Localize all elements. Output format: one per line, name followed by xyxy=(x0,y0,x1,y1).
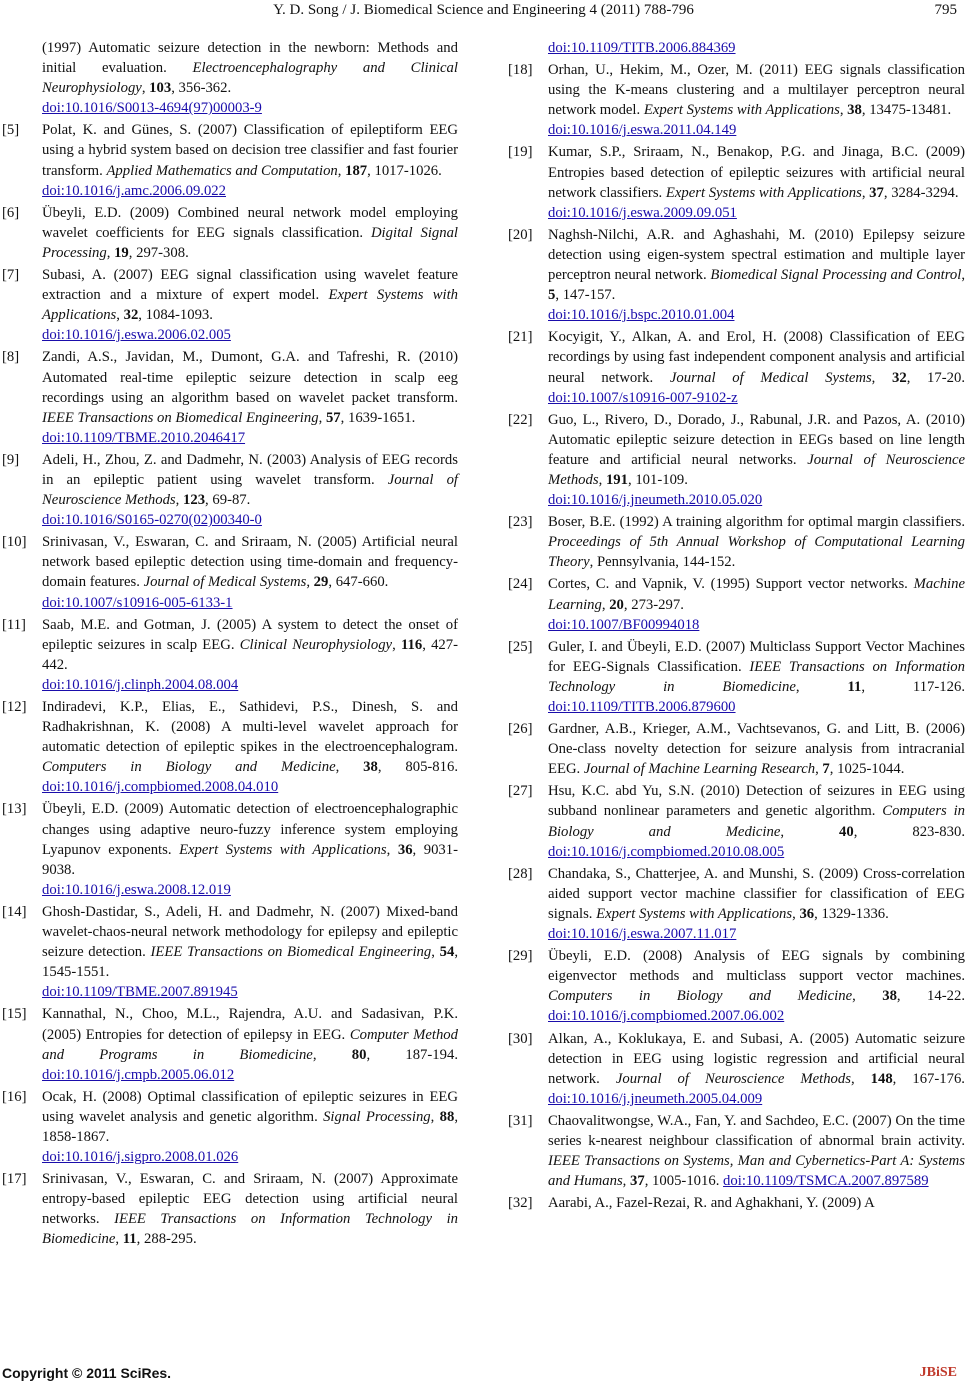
journal-name: IEEE Transactions on Systems, Man and Cybernetics-Part A: Systems and Humans xyxy=(548,1153,965,1190)
doi-link[interactable]: doi:10.1016/j.clinph.2004.08.004 xyxy=(42,676,239,693)
page-range: , 1545-1551. xyxy=(42,944,458,981)
reference-entry: [29] Übeyli, E.D. (2008) Analysis of EEG signals by combining eigenvector methods and multiclass support vector machines. Computers in Biology and Medicine, 38, 14-22. doi:10.1016/j.compbiomed.2007.06.002 xyxy=(508,948,965,1025)
reference-text: Srinivasan, V., Eswaran, C. and Sriraam, N. (2005) Artificial neural network based epileptic detection using time-domain and frequency-domain features. xyxy=(42,534,458,591)
reference-number: [9] xyxy=(2,451,20,468)
reference-number: [25] xyxy=(508,638,533,655)
doi-link[interactable]: doi:10.1007/s10916-007-9102-z xyxy=(548,389,738,406)
reference-number: [10] xyxy=(2,534,27,551)
doi-link[interactable]: doi:10.1007/BF00994018 xyxy=(548,616,700,633)
reference-entry: [17] Srinivasan, V., Eswaran, C. and Sriraam, N. (2007) Approximate entropy-based epileptic EEG detection using artificial neural networks. IEEE Transactions on Information Technology in Biomedicine, 11, 288-295. xyxy=(2,1171,458,1248)
journal-name: Biomedical Signal Processing and Control xyxy=(710,267,962,284)
volume-number: 37 xyxy=(630,1173,645,1190)
reference-entry: [25] Guler, I. and Übeyli, E.D. (2007) Multiclass Support Vector Machines for EEG-Signals Classification. IEEE Transactions on Information Technology in Biomedicine, 11, 117-126. doi:10.1109/TITB.2006.879600 xyxy=(508,638,965,715)
volume-number: 57 xyxy=(325,409,341,426)
reference-entry: [14] Ghosh-Dastidar, S., Adeli, H. and Dadmehr, N. (2007) Mixed-band wavelet-chaos-neural network methodology for epilepsy and epileptic seizure detection. IEEE Transactions on Biomedical Engineering, 54, 1545-1551. doi:10.1109/TBME.2007.891945 xyxy=(2,902,458,1002)
journal-name: Expert Systems with Applications xyxy=(179,841,387,858)
journal-name: Computers in Biology and Medicine xyxy=(42,759,336,776)
doi-link[interactable]: doi:10.1016/j.jneumeth.2010.05.020 xyxy=(548,492,763,509)
reference-entry: [15] Kannathal, N., Choo, M.L., Rajendra, A.U. and Sadasivan, P.K. (2005) Entropies for detection of epilepsy in EEG. Computer Method and Programs in Biomedicine, 80, 187-194. doi:10.1016/j.cmpb.2005.06.012 xyxy=(2,1006,458,1083)
page-range: , 1639-1651. xyxy=(340,409,416,426)
reference-text: Kocyigit, Y., Alkan, A. and Erol, H. (2008) Classification of EEG recordings by using fast independent component analysis and artificial neural network. xyxy=(548,329,965,386)
reference-entry: [13] Übeyli, E.D. (2009) Automatic detection of electroencephalographic changes using adaptive neuro-fuzzy inference system employing Lyapunov exponents. Expert Systems with Applications, 36, 9031-9038. doi:10.1016/j.eswa.2008.12.019 xyxy=(2,799,458,899)
reference-number: [23] xyxy=(508,514,533,531)
volume-number: 36 xyxy=(397,841,413,858)
journal-name: Expert Systems with Applications xyxy=(665,184,862,201)
journal-name: Computer Method and Programs in Biomedicine xyxy=(42,1026,458,1063)
running-title: Y. D. Song / J. Biomedical Science and Engineering 4 (2011) 788-796 xyxy=(273,2,694,18)
reference-text: (1997) Automatic seizure detection in the newborn: Methods and initial evaluation. xyxy=(42,40,458,77)
page-range: , 273-297. xyxy=(623,596,684,613)
doi-link[interactable]: doi:10.1016/j.compbiomed.2008.04.010 xyxy=(42,779,279,796)
reference-text: Indiradevi, K.P., Elias, E., Sathidevi, P.S., Dinesh, S. and Radhakrishnan, K. (2008) A multi-level wavelet approach for automatic detection of epileptic spikes in the electroencephalogram. xyxy=(42,699,458,756)
page-range: , 9031-9038. xyxy=(42,841,459,878)
volume-number: 116 xyxy=(400,636,423,653)
reference-text: Ghosh-Dastidar, S., Adeli, H. and Dadmehr, N. (2007) Mixed-band wavelet-chaos-neural network methodology for epilepsy and epileptic seizure detection. xyxy=(42,903,458,961)
reference-number: [24] xyxy=(508,576,533,593)
reference-entry: [5] Polat, K. and Günes, S. (2007) Classification of epileptiform EEG using a hybrid system based on decision tree classifier and fast fourier transform. Applied Mathematics and Computation, 187, 1017-1026. doi:10.1016/j.amc.2006.09.022 xyxy=(2,120,458,200)
journal-name: IEEE Transactions on Biomedical Engineering xyxy=(150,944,432,961)
reference-entry: (1997) Automatic seizure detection in the newborn: Methods and initial evaluation. Electroencephalography and Clinical Neurophysiology, 103, 356-362. doi:10.1016/S0013-4694(97)00003-9 xyxy=(2,38,458,118)
reference-number: [16] xyxy=(2,1088,27,1105)
doi-link[interactable]: doi:10.1016/j.compbiomed.2010.08.005 xyxy=(548,843,785,860)
page-range: , 187-194. xyxy=(366,1046,458,1063)
page-range: , 1025-1044. xyxy=(829,761,905,778)
reference-number: [28] xyxy=(508,865,533,882)
doi-link[interactable]: doi:10.1109/TITB.2006.884369 xyxy=(548,40,736,56)
reference-number: [12] xyxy=(2,699,27,715)
page-range: , 1084-1093. xyxy=(138,307,213,324)
reference-entry: [22] Guo, L., Rivero, D., Dorado, J., Rabunal, J.R. and Pazos, A. (2010) Automatic epileptic seizure detection in EEGs based on line length feature and artificial neural networks. Journal of Neuroscience Methods, 191, 101-109. doi:10.1016/j.jneumeth.2010.05.020 xyxy=(508,410,965,510)
volume-number: 40 xyxy=(839,823,854,840)
reference-entry: [6] Übeyli, E.D. (2009) Combined neural network model employing wavelet coefficients for EEG signals classification. Digital Signal Processing, 19, 297-308. xyxy=(2,204,459,261)
reference-entry: [10] Srinivasan, V., Eswaran, C. and Sriraam, N. (2005) Artificial neural network based epileptic detection using time-domain and frequency-domain features. Journal of Medical Systems, 29, 647-660. doi:10.1007/s10916-005-6133-1 xyxy=(2,532,458,612)
reference-number: [29] xyxy=(508,948,533,965)
reference-text: Srinivasan, V., Eswaran, C. and Sriraam, N. (2007) Approximate entropy-based epileptic EEG detection using artificial neural networks. xyxy=(42,1171,458,1228)
reference-text: Ocak, H. (2008) Optimal classification of epileptic seizures in EEG using wavelet analysis and genetic algorithm. xyxy=(42,1088,458,1125)
journal-name: Journal of Medical Systems xyxy=(669,369,872,386)
reference-entry: [20] Naghsh-Nilchi, A.R. and Aghashahi, M. (2010) Epilepsy seizure detection using eigen-system spectral estimation and multiple layer perceptron neural network. Biomedical Signal Processing and Control, 5, 147-157. doi:10.1016/j.bspc.2010.01.004 xyxy=(508,225,965,325)
reference-entry: [24] Cortes, C. and Vapnik, V. (1995) Support vector networks. Machine Learning, 20, 273-297. doi:10.1007/BF00994018 xyxy=(508,574,965,634)
reference-entry: [8] Zandi, A.S., Javidan, M., Dumont, G.A. and Tafreshi, R. (2010) Automated real-time epileptic seizure detection in scalp eeg recordings using an algorithm based on wavelet packet transform. IEEE Transactions on Biomedical Engineering, 57, 1639-1651. doi:10.1109/TBME.2010.2046417 xyxy=(2,347,458,447)
reference-entry: [31] Chaovalitwongse, W.A., Fan, Y. and Sachdeo, E.C. (2007) On the time series k-nearest neighbour classification of abnormal brain activity. IEEE Transactions on Systems, Man and Cybernetics-Part A: Systems and Humans, 37, 1005-1016. doi:10.1109/TSMCA.2007.897589 xyxy=(508,1112,965,1190)
journal-name: Proceedings of 5th Annual Workshop of Computational Learning Theory xyxy=(548,534,965,571)
reference-number: [5] xyxy=(2,122,20,139)
reference-number: [8] xyxy=(2,349,20,366)
reference-entry: [18] Orhan, U., Hekim, M., Ozer, M. (2011) EEG signals classification using the K-means clustering and a multilayer perceptron neural network model. Expert Systems with Applications, 38, 13475-13481. doi:10.1016/j.eswa.2011.04.149 xyxy=(508,60,965,140)
reference-number: [19] xyxy=(508,144,533,161)
volume-number: 36 xyxy=(799,905,815,922)
volume-number: 148 xyxy=(870,1070,893,1087)
page-range: , 1329-1336. xyxy=(814,905,889,922)
reference-number: [30] xyxy=(508,1030,533,1047)
reference-entry: [9] Adeli, H., Zhou, Z. and Dadmehr, N. (2003) Analysis of EEG records in an epileptic patient using wavelet transform. Journal of Neuroscience Methods, 123, 69-87. doi:10.1016/S0165-0270(02)00340-0 xyxy=(2,450,458,530)
page-range: , 14-22. xyxy=(896,988,965,1005)
running-header xyxy=(0,0,967,24)
reference-number: [13] xyxy=(2,801,27,818)
reference-entry xyxy=(508,512,965,572)
reference-number: [22] xyxy=(508,411,533,428)
reference-column-right xyxy=(508,38,965,1215)
reference-number: [20] xyxy=(508,226,533,243)
doi-link[interactable]: doi:10.1016/j.jneumeth.2005.04.009 xyxy=(548,1090,763,1107)
page-range: , 147-157. xyxy=(555,287,616,304)
reference-text: Boser, B.E. (1992) A training algorithm for optimal margin classifiers. xyxy=(548,514,965,531)
reference-entry: [28] Chandaka, S., Chatterjee, A. and Munshi, S. (2009) Cross-correlation aided support vector machine classifier for classification of EEG signals. Expert Systems with Applications, 36, 1329-1336. doi:10.1016/j.eswa.2007.11.017 xyxy=(508,864,965,944)
doi-link[interactable]: doi:10.1109/TSMCA.2007.897589 xyxy=(723,1173,929,1190)
page-range: , 356-362. xyxy=(171,80,232,97)
doi-link[interactable]: doi:10.1016/j.cmpb.2005.06.012 xyxy=(42,1066,235,1083)
reference-number: [27] xyxy=(508,783,533,800)
doi-link[interactable]: doi:10.1016/j.eswa.2008.12.019 xyxy=(42,881,231,898)
journal-name: Expert Systems with Applications xyxy=(596,905,793,922)
reference-text: Zandi, A.S., Javidan, M., Dumont, G.A. and Tafreshi, R. (2010) Automated real-time epileptic seizure detection in scalp eeg recordings using an algorithm based on wavelet packet transform. xyxy=(42,349,458,406)
doi-link[interactable]: doi:10.1016/j.eswa.2009.09.051 xyxy=(548,204,737,221)
doi-link[interactable]: doi:10.1016/S0013-4694(97)00003-9 xyxy=(42,100,262,117)
journal-name: Clinical Neurophysiology xyxy=(239,636,393,653)
journal-name: Journal of Neuroscience Methods xyxy=(615,1070,851,1087)
reference-entry: [26] Gardner, A.B., Krieger, A.M., Vachtsevanos, G. and Litt, B. (2006) One-class novelty detection for seizure analysis from intracranial EEG. Journal of Machine Learning Research, 7, 1025-1044. xyxy=(508,721,965,778)
reference-number: [32] xyxy=(508,1195,533,1212)
page-range: , 3284-3294. xyxy=(883,184,959,201)
doi-link[interactable]: doi:10.1007/s10916-005-6133-1 xyxy=(42,594,233,611)
reference-number: [26] xyxy=(508,721,533,738)
reference-entry: [7] Subasi, A. (2007) EEG signal classification using wavelet feature extraction and a mixture of expert model. Expert Systems with Applications, 32, 1084-1093. doi:10.1016/j.eswa.2006.02.005 xyxy=(2,265,458,345)
reference-text: Übeyli, E.D. (2009) Automatic detection of electroencephalographic changes using adaptive neuro-fuzzy inference system employing Lyapunov exponents. xyxy=(42,801,458,858)
journal-name: Digital Signal Processing xyxy=(42,224,459,261)
reference-number: [21] xyxy=(508,329,533,346)
reference-text: Übeyli, E.D. (2008) Analysis of EEG signals by combining eigenvector methods and multiclass support vector machines. xyxy=(548,948,965,985)
journal-name: IEEE Transactions on Information Technology in Biomedicine xyxy=(548,658,965,695)
doi-link[interactable]: doi:10.1109/TBME.2007.891945 xyxy=(42,984,238,1001)
doi-link[interactable]: doi:10.1109/TBME.2010.2046417 xyxy=(42,429,246,446)
volume-number: 19 xyxy=(114,244,129,261)
journal-name: Applied Mathematics and Computation xyxy=(106,162,338,179)
journal-name: Journal of Neuroscience Methods xyxy=(42,471,458,509)
page-range: , 101-109. xyxy=(627,471,688,488)
reference-text: Gardner, A.B., Krieger, A.M., Vachtsevanos, G. and Litt, B. (2006) One-class novelty detection for seizure analysis from intracranial EEG. xyxy=(548,721,965,778)
reference-entry: [16] Ocak, H. (2008) Optimal classification of epileptic seizures in EEG using wavelet analysis and genetic algorithm. Signal Processing, 88, 1858-1867. doi:10.1016/j.sigpro.2008.01.026 xyxy=(2,1087,458,1167)
reference-entry: [27] Hsu, K.C. abd Yu, S.N. (2010) Detection of seizures in EEG using subband nonlinear parameters and genetic algorithm. Computers in Biology and Medicine, 40, 823-830. doi:10.1016/j.compbiomed.2010.08.005 xyxy=(508,783,966,860)
reference-text: Kannathal, N., Choo, M.L., Rajendra, A.U. and Sadasivan, P.K. (2005) Entropies for detection of epilepsy in EEG. xyxy=(42,1006,458,1043)
doi-link[interactable]: doi:10.1016/j.compbiomed.2007.06.002 xyxy=(548,1008,785,1025)
reference-text: Hsu, K.C. abd Yu, S.N. (2010) Detection of seizures in EEG using subband nonlinear parameters and genetic algorithm. xyxy=(548,783,965,820)
journal-name: Expert Systems with Applications xyxy=(42,287,458,324)
journal-name: Computers in Biology and Medicine xyxy=(548,803,966,840)
reference-entry: [12] Indiradevi, K.P., Elias, E., Sathidevi, P.S., Dinesh, S. and Radhakrishnan, K. (2008) A multi-level wavelet approach for automatic detection of epileptic spikes in the electroencephalogram. Computers in Biology and Medicine, 38, 805-816. doi:10.1016/j.compbiomed.2008.04.010 xyxy=(2,699,459,796)
reference-number: [14] xyxy=(2,903,27,920)
page-range: , Pennsylvania, 144-152. xyxy=(589,554,736,571)
reference-text: Übeyli, E.D. (2009) Combined neural network model employing wavelet coefficients for EEG signals classification. xyxy=(42,204,458,241)
reference-text: Subasi, A. (2007) EEG signal classification using wavelet feature extraction and a mixture of expert model. xyxy=(42,267,458,304)
journal-name: Journal of Machine Learning Research xyxy=(583,761,816,778)
reference-number: [6] xyxy=(2,204,20,221)
doi-link[interactable]: doi:10.1016/j.eswa.2007.11.017 xyxy=(548,926,737,943)
volume-number: 32 xyxy=(123,307,139,324)
doi-link[interactable]: doi:10.1016/j.amc.2006.09.022 xyxy=(42,182,226,199)
journal-abbrev: JBiSE xyxy=(919,1365,957,1380)
reference-entry: [11] Saab, M.E. and Gotman, J. (2005) A system to detect the onset of epileptic seizures in scalp EEG. Clinical Neurophysiology, 116, 427-442. doi:10.1016/j.clinph.2004.08.004 xyxy=(2,615,458,695)
reference-entry: [21] Kocyigit, Y., Alkan, A. and Erol, H. (2008) Classification of EEG recordings by using fast independent component analysis and artificial neural network. Journal of Medical Systems, 32, 17-20. doi:10.1007/s10916-007-9102-z xyxy=(508,329,965,406)
reference-entry: [30] Alkan, A., Koklukaya, E. and Subasi, A. (2005) Automatic seizure detection in EEG using logistic regression and artificial neural network. Journal of Neuroscience Methods, 148, 167-176. doi:10.1016/j.jneumeth.2005.04.009 xyxy=(508,1030,965,1107)
reference-text: Saab, M.E. and Gotman, J. (2005) A system to detect the onset of epileptic seizures in scalp EEG. xyxy=(42,616,458,653)
volume-number: 5 xyxy=(548,287,556,304)
journal-name: Electroencephalography and Clinical Neurophysiology xyxy=(42,60,458,97)
reference-number: [11] xyxy=(2,616,26,633)
page-range: , 117-126. xyxy=(861,678,965,695)
reference-number: [15] xyxy=(2,1006,27,1023)
journal-name: Journal of Neuroscience Methods xyxy=(548,451,965,488)
reference-text: Alkan, A., Koklukaya, E. and Subasi, A. (2005) Automatic seizure detection in EEG using logistic regression and artificial neural network. xyxy=(548,1030,965,1087)
volume-number: 123 xyxy=(183,492,206,509)
reference-text: Chandaka, S., Chatterjee, A. and Munshi, S. (2009) Cross-correlation aided support vector machine classifier for classification of EEG signals. xyxy=(548,865,965,922)
reference-text: Cortes, C. and Vapnik, V. (1995) Support vector networks. xyxy=(548,576,914,593)
page-range: , 167-176. xyxy=(892,1070,965,1087)
page-range: , 297-308. xyxy=(128,244,189,261)
page-range: , 1017-1026. xyxy=(367,162,442,179)
reference-text: Polat, K. and Günes, S. (2007) Classification of epileptiform EEG using a hybrid system based on decision tree classifier and fast fourier transform. xyxy=(42,122,458,179)
journal-name: Signal Processing xyxy=(323,1108,431,1125)
volume-number: 32 xyxy=(892,369,907,386)
page-range: , 427-442. xyxy=(42,636,459,673)
volume-number: 37 xyxy=(869,184,884,201)
journal-name: Expert Systems with Applications xyxy=(643,102,840,119)
journal-name: IEEE Transactions on Information Technology in Biomedicine xyxy=(42,1211,458,1248)
volume-number: 54 xyxy=(439,944,455,961)
reference-text: Guler, I. and Übeyli, E.D. (2007) Multiclass Support Vector Machines for EEG-Signals Classification. xyxy=(548,638,965,675)
reference-entry xyxy=(508,1193,965,1213)
page-range: , 288-295. xyxy=(136,1231,197,1248)
page-range: , 1005-1016. xyxy=(644,1173,724,1190)
page-range: , 647-660. xyxy=(328,574,389,591)
page-range: , 823-830. xyxy=(853,823,965,840)
copyright-notice: Copyright © 2011 SciRes. xyxy=(2,1365,172,1381)
volume-number: 88 xyxy=(439,1108,455,1125)
reference-text: Adeli, H., Zhou, Z. and Dadmehr, N. (2003) Analysis of EEG records in an epileptic patient using wavelet transform. xyxy=(42,451,458,488)
volume-number: 11 xyxy=(122,1231,137,1248)
page-range: , 13475-13481. xyxy=(861,102,952,119)
reference-text: Kumar, S.P., Sriraam, N., Benakop, P.G. and Jinaga, B.C. (2009) Entropies based detection of epileptic seizures with artificial neural network classifiers. xyxy=(548,144,965,201)
volume-number: 80 xyxy=(351,1046,367,1063)
doi-link[interactable]: doi:10.1016/j.sigpro.2008.01.026 xyxy=(42,1149,239,1166)
doi-link[interactable]: doi:10.1109/TITB.2006.879600 xyxy=(548,699,736,715)
volume-number: 29 xyxy=(313,574,329,591)
journal-name: Computers in Biology and Medicine xyxy=(548,988,853,1005)
page-range: , 1858-1867. xyxy=(42,1108,458,1145)
volume-number: 38 xyxy=(847,102,862,119)
doi-link[interactable]: doi:10.1016/j.eswa.2006.02.005 xyxy=(42,327,231,344)
doi-link[interactable]: doi:10.1016/j.bspc.2010.01.004 xyxy=(548,307,735,324)
volume-number: 38 xyxy=(882,988,897,1005)
volume-number: 7 xyxy=(822,761,830,778)
reference-column-left xyxy=(2,38,458,1252)
doi-link[interactable]: doi:10.1016/j.eswa.2011.04.149 xyxy=(548,122,737,139)
volume-number: 11 xyxy=(847,678,862,695)
reference-text: Chaovalitwongse, W.A., Fan, Y. and Sachdeo, E.C. (2007) On the time series k-nearest neighbour classification of abnormal brain activity. xyxy=(548,1112,965,1149)
journal-name: Journal of Medical Systems xyxy=(143,574,307,591)
page-number: 795 xyxy=(934,2,957,18)
reference-text: Orhan, U., Hekim, M., Ozer, M. (2011) EEG signals classification using the K-means clustering and a multilayer perceptron neural network model. xyxy=(548,62,965,119)
volume-number: 38 xyxy=(363,759,378,776)
reference-number: [7] xyxy=(2,267,20,284)
page-footer xyxy=(0,1360,967,1386)
page-range: , 17-20. xyxy=(906,369,965,386)
volume-number: 103 xyxy=(149,80,172,97)
journal-name: Machine Learning xyxy=(548,576,965,613)
reference-text: Guo, L., Rivero, D., Dorado, J., Rabunal, J.R. and Pazos, A. (2010) Automatic epileptic seizure detection in EEGs based on line length feature and artificial neural networks. xyxy=(548,411,965,468)
reference-entry: [19] Kumar, S.P., Sriraam, N., Benakop, P.G. and Jinaga, B.C. (2009) Entropies based detection of epileptic seizures with artificial neural network classifiers. Expert Systems with Applications, 37, 3284-3294. doi:10.1016/j.eswa.2009.09.051 xyxy=(508,142,965,222)
volume-number: 20 xyxy=(609,596,624,613)
volume-number: 191 xyxy=(605,471,628,488)
reference-number: [18] xyxy=(508,62,533,79)
reference-number: [31] xyxy=(508,1112,533,1129)
reference-text: Aarabi, A., Fazel-Rezai, R. and Aghakhani, Y. (2009) A xyxy=(548,1195,875,1212)
journal-name: IEEE Transactions on Biomedical Engineering xyxy=(42,409,319,426)
reference-text: Naghsh-Nilchi, A.R. and Aghashahi, M. (2010) Epilepsy seizure detection using eigen-system spectral estimation and multiple layer perceptron neural network. xyxy=(548,226,965,284)
page-range: , 805-816. xyxy=(377,759,459,776)
doi-link[interactable]: doi:10.1016/S0165-0270(02)00340-0 xyxy=(42,512,262,529)
reference-number: [17] xyxy=(2,1171,27,1188)
reference-entry xyxy=(508,38,965,58)
page-range: , 69-87. xyxy=(205,492,251,509)
volume-number: 187 xyxy=(345,162,368,179)
